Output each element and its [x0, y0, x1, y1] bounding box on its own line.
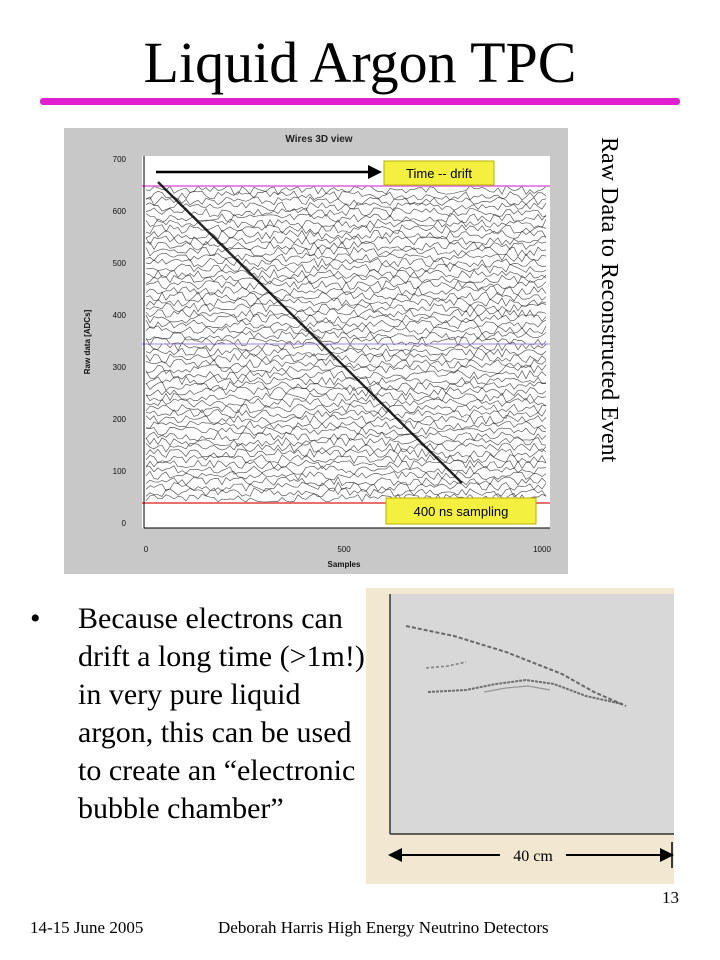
y-tick-label: 0 — [121, 519, 126, 528]
figure-title: Wires 3D view — [285, 134, 353, 145]
scale-label: 40 cm — [513, 848, 553, 865]
drift-annotation-label: Time -- drift — [406, 166, 472, 181]
page-number: 13 — [662, 888, 679, 907]
x-tick-label: 1000 — [533, 545, 551, 554]
bullet-marker: • — [30, 602, 41, 635]
y-axis-label: Raw data [ADCs] — [83, 309, 92, 375]
sampling-annotation-label: 400 ns sampling — [413, 504, 509, 519]
y-tick-label: 400 — [112, 311, 126, 320]
slide-title: Liquid Argon TPC — [143, 30, 577, 95]
event-display-figure — [366, 588, 674, 884]
raw-data-figure — [64, 128, 568, 574]
y-tick-label: 600 — [112, 207, 126, 216]
y-tick-label: 300 — [112, 363, 126, 372]
bullet-text: Because electrons can drift a long time (>1m!) in very pure liquid argon, this can be used to create an “electronic bubble chamber” — [78, 602, 365, 825]
x-tick-label: 500 — [337, 545, 351, 554]
event-panel — [390, 594, 674, 834]
y-tick-label: 700 — [112, 155, 126, 164]
footer-author: Deborah Harris High Energy Neutrino Detectors — [218, 918, 549, 937]
y-tick-label: 500 — [112, 259, 126, 268]
y-tick-label: 200 — [112, 415, 126, 424]
side-label: Raw Data to Reconstructed Event — [596, 137, 622, 463]
title-underline — [40, 98, 680, 105]
y-tick-label: 100 — [112, 467, 126, 476]
x-tick-label: 0 — [143, 545, 149, 554]
x-axis-label: Samples — [327, 560, 361, 569]
footer-date: 14-15 June 2005 — [30, 918, 144, 937]
